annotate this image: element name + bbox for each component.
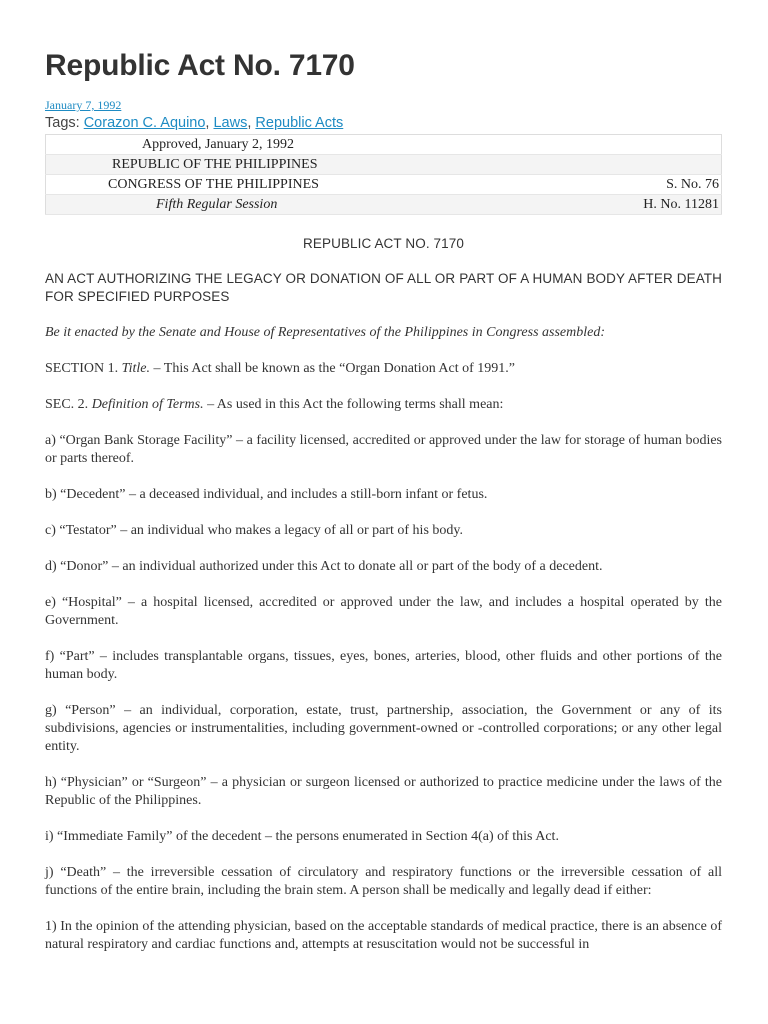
congress-cell: CONGRESS OF THE PHILIPPINES [46, 175, 559, 195]
section-1-prefix: SECTION 1. [45, 361, 122, 376]
section-2 [45, 396, 722, 414]
tag-separator: , [247, 115, 256, 131]
tag-link-republic-acts[interactable]: Republic Acts [255, 115, 344, 131]
section-2-prefix: SEC. 2. [45, 397, 92, 412]
page-title: Republic Act No. 7170 [45, 49, 355, 82]
tag-separator: , [205, 115, 214, 131]
definition-b: b) “Decedent” – a deceased individual, and includes a still-born infant or fetus. [45, 487, 488, 502]
empty-cell [558, 135, 722, 155]
empty-cell [558, 155, 722, 175]
section-2-heading: Definition of Terms. [91, 397, 204, 412]
date-link[interactable]: January 7, 1992 [45, 98, 122, 112]
act-heading: REPUBLIC ACT NO. 7170 [303, 236, 464, 251]
senate-number-cell: S. No. 76 [558, 175, 722, 195]
act-body [45, 235, 722, 954]
tags-label: Tags: [45, 115, 80, 131]
definition-f: f) “Part” – includes transplantable organs, tissues, eyes, bones, arteries, blood, other fluids and other portions of the human body. [45, 649, 722, 682]
definition-i: i) “Immediate Family” of the decedent – the persons enumerated in Section 4(a) of this Act. [45, 829, 559, 844]
tags-line [45, 114, 722, 132]
table-row [46, 155, 722, 175]
approved-cell: Approved, January 2, 1992 [46, 135, 559, 155]
house-number-cell: H. No. 11281 [558, 195, 722, 215]
definition-a: a) “Organ Bank Storage Facility” – a facility licensed, accredited or approved under the law for storage of human bodies or parts thereof. [45, 433, 722, 466]
enacting-clause: Be it enacted by the Senate and House of Representatives of the Philippines in Congress assembled: [45, 325, 606, 340]
session-cell: Fifth Regular Session [46, 195, 559, 215]
tag-link-corazon-aquino[interactable]: Corazon C. Aquino [83, 115, 206, 131]
definition-g: g) “Person” – an individual, corporation, estate, trust, partnership, association, the Government or any of its subdivisions, agencies or instrumentalities, including government-owned or -controlled corporations; or any other legal entity. [45, 703, 722, 754]
act-header-table [45, 134, 722, 215]
definition-d: d) “Donor” – an individual authorized under this Act to donate all or part of the body of a decedent. [45, 559, 603, 574]
section-2-text: – As used in this Act the following terms shall mean: [203, 397, 504, 412]
article [45, 0, 722, 954]
section-1 [45, 360, 722, 378]
tag-link-laws[interactable]: Laws [213, 115, 248, 131]
table-row [46, 135, 722, 155]
section-1-heading: Title. [121, 361, 151, 376]
definition-c: c) “Testator” – an individual who makes a legacy of all or part of his body. [45, 523, 463, 538]
definition-j-1: 1) In the opinion of the attending physician, based on the acceptable standards of medical practice, there is an absence of natural respiratory and cardiac functions and, attempts at resuscitation would not be successful in [45, 919, 722, 952]
definition-j: j) “Death” – the irreversible cessation of circulatory and respiratory functions or the irreversible cessation of all functions of the entire brain, including the brain stem. A person shall be medically and legally dead if either: [45, 865, 722, 898]
act-title: AN ACT AUTHORIZING THE LEGACY OR DONATION OF ALL OR PART OF A HUMAN BODY AFTER DEATH FOR SPECIFIED PURPOSES [45, 271, 722, 304]
section-1-text: – This Act shall be known as the “Organ Donation Act of 1991.” [150, 361, 516, 376]
definition-h: h) “Physician” or “Surgeon” – a physician or surgeon licensed or authorized to practice medicine under the laws of the Republic of the Philippines. [45, 775, 722, 808]
definition-e: e) “Hospital” – a hospital licensed, accredited or approved under the law, and includes a hospital operated by the Government. [45, 595, 722, 628]
table-row [46, 195, 722, 215]
table-row [46, 175, 722, 195]
republic-cell: REPUBLIC OF THE PHILIPPINES [46, 155, 559, 175]
